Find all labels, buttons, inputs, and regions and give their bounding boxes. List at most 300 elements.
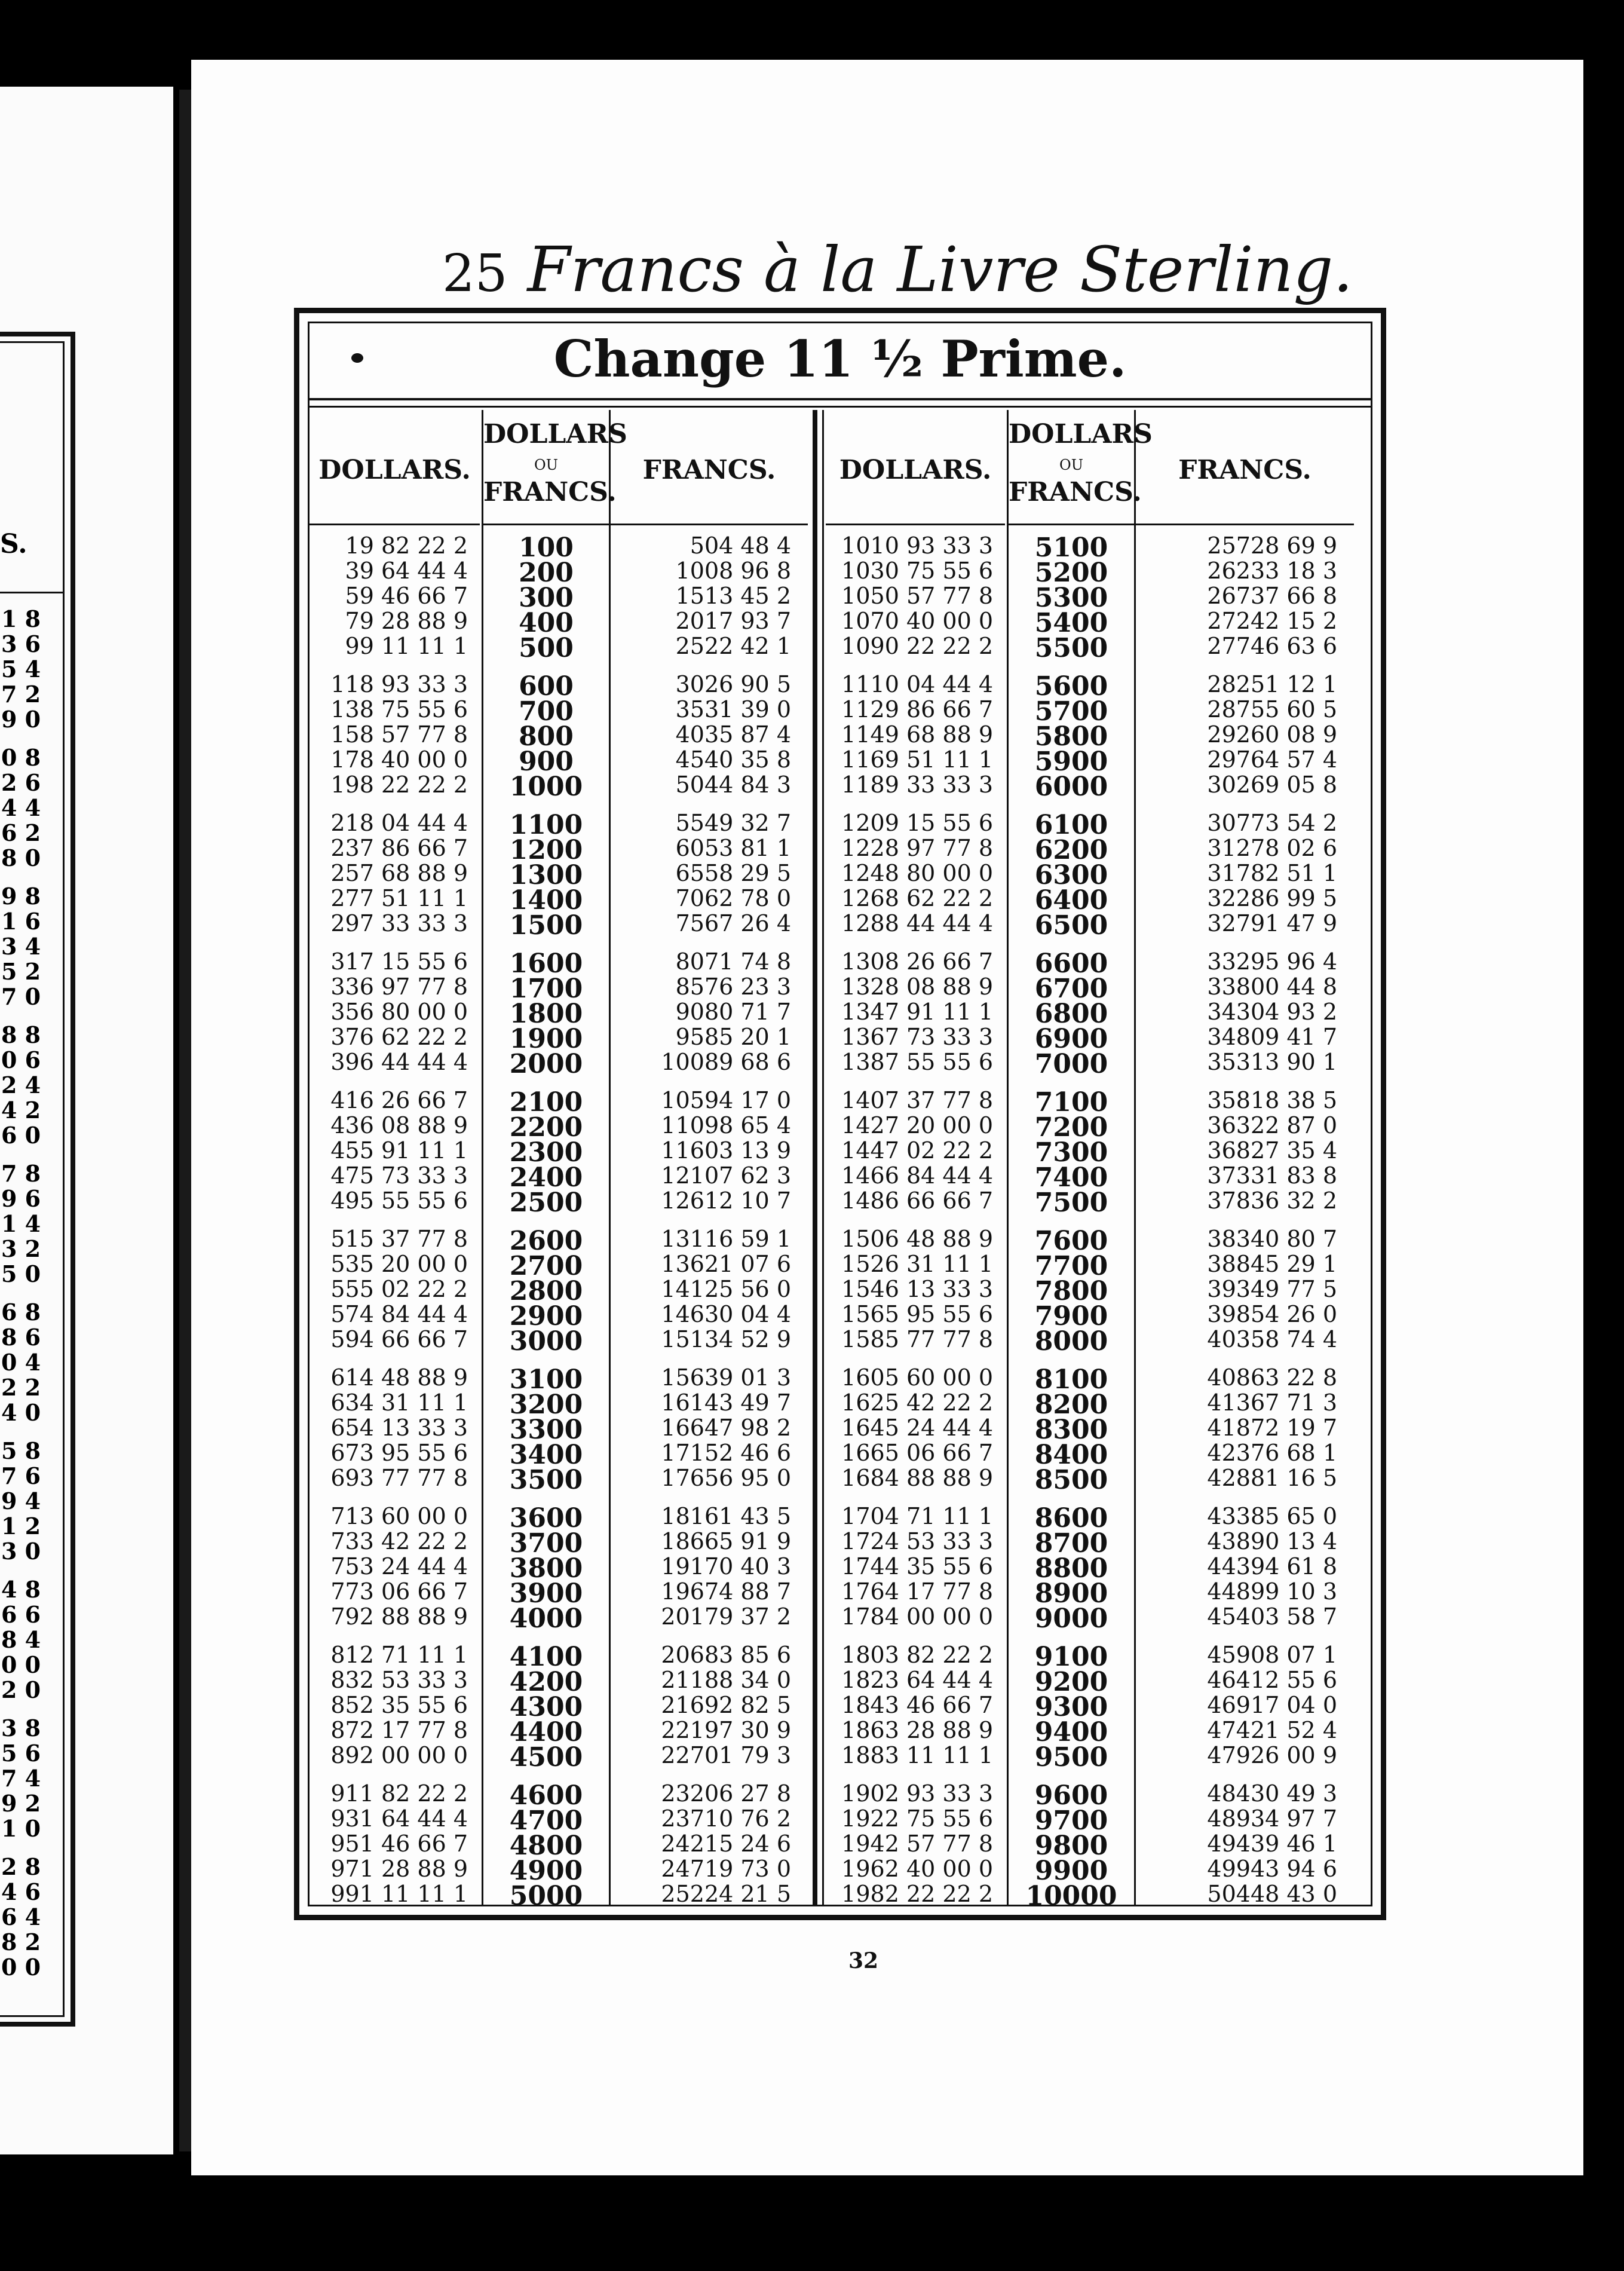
table-cell-amount: 1500 [509,910,583,941]
row-group [310,1226,480,1351]
table-cell-amount: 7000 [1034,1049,1108,1079]
table-cell-dollars: 118 93 33 3 [330,671,468,697]
table-cell-amount: 6700 [1034,974,1108,1004]
table-cell-francs: 39854 26 0 [1207,1301,1337,1327]
table-cell-francs: 1513 45 2 [675,583,791,609]
table-cell-francs: 21188 34 0 [661,1667,791,1693]
table-cell-dollars: 198 22 22 2 [330,772,468,798]
table-cell-amount: 2600 [509,1226,583,1256]
table-cell-dollars: 158 57 77 8 [330,721,468,748]
row-group [1136,671,1354,797]
row-group [1136,948,1354,1074]
table-cell-dollars: 515 37 77 8 [330,1226,468,1252]
row-group [611,1364,808,1490]
left-row-group [1,1299,61,1424]
table-cell-dollars: 1248 80 00 0 [841,860,993,886]
left-page-cell: 5 6 [1,1740,41,1765]
table-cell-dollars: 911 82 22 2 [330,1780,468,1807]
table-cell-francs: 2522 42 1 [675,633,791,659]
table-cell-francs: 9585 20 1 [675,1024,791,1050]
left-page-cell: 6 6 [1,1601,41,1626]
left-page-cell: 9 6 [1,1185,41,1210]
table-cell-francs: 42881 16 5 [1207,1465,1337,1491]
table-cell-dollars: 931 64 44 4 [330,1805,468,1832]
left-page-cell: 3 2 [1,1235,41,1260]
row-group [483,1503,609,1634]
table-cell-amount: 1200 [509,835,583,865]
row-group [611,1226,808,1351]
table-cell-dollars: 297 33 33 3 [330,910,468,936]
left-row-group [1,1160,61,1286]
table-cell-dollars: 555 02 22 2 [330,1276,468,1302]
table-cell-amount: 3300 [509,1415,583,1445]
table-cell-francs: 50448 43 0 [1207,1881,1337,1907]
table-cell-amount: 9900 [1034,1856,1108,1886]
table-cell-francs: 31782 51 1 [1207,860,1337,886]
left-page-cell: 9 8 [1,883,41,908]
table-cell-amount: 500 [519,633,574,663]
table-cell-amount: 4700 [509,1805,583,1836]
table-cell-amount: 6100 [1034,810,1108,840]
table-cell-dollars: 1228 97 77 8 [841,835,993,861]
table-cell-amount: 4300 [509,1692,583,1722]
table-cell-amount: 6200 [1034,835,1108,865]
row-group [483,1226,609,1357]
row-group [310,948,480,1074]
row-group [1136,1226,1354,1351]
left-page-cell: 9 2 [1,1790,41,1815]
table-cell-dollars: 1526 31 11 1 [841,1251,993,1277]
table-cell-dollars: 1149 68 88 9 [841,721,993,748]
table-cell-dollars: 1684 88 88 9 [841,1465,993,1491]
table-cell-amount: 7200 [1034,1112,1108,1143]
row-group [1009,1503,1134,1634]
table-cell-francs: 33800 44 8 [1207,974,1337,1000]
table-cell-amount: 7300 [1034,1137,1108,1168]
table-cell-amount: 8400 [1034,1440,1108,1470]
left-page-cell: 1 2 [1,1513,41,1538]
table-cell-francs: 37331 83 8 [1207,1162,1337,1189]
table-cell-amount: 2200 [509,1112,583,1143]
table-cell-dollars: 218 04 44 4 [330,810,468,836]
left-row-group [1,744,61,870]
row-group [483,1364,609,1495]
table-cell-amount: 800 [519,721,574,752]
table-cell-dollars: 277 51 11 1 [330,885,468,911]
table-cell-dollars: 1328 08 88 9 [841,974,993,1000]
table-cell-dollars: 336 97 77 8 [330,974,468,1000]
table-cell-dollars: 1169 51 11 1 [841,746,993,773]
table-cell-francs: 44394 61 8 [1207,1553,1337,1580]
table-cell-francs: 20179 37 2 [661,1603,791,1630]
table-cell-amount: 9300 [1034,1692,1108,1722]
left-page-cell: 6 0 [1,1122,41,1147]
row-group [483,948,609,1079]
row-group [826,948,1005,1074]
table-cell-francs: 26233 18 3 [1207,558,1337,584]
row-group [611,1503,808,1629]
table-cell-amount: 9000 [1034,1603,1108,1634]
table-cell-francs: 21692 82 5 [661,1692,791,1718]
table-cell-francs: 7567 26 4 [675,910,791,936]
table-cell-amount: 5900 [1034,746,1108,777]
row-group [1009,1364,1134,1495]
table-cell-amount: 6000 [1034,772,1108,802]
table-cell-francs: 8576 23 3 [675,974,791,1000]
table-cell-amount: 7500 [1034,1187,1108,1218]
table-cell-dollars: 455 91 11 1 [330,1137,468,1164]
table-cell-francs: 18161 43 5 [661,1503,791,1529]
table-cell-amount: 2800 [509,1276,583,1306]
table-cell-amount: 4000 [509,1603,583,1634]
table-cell-amount: 4400 [509,1717,583,1747]
table-cell-francs: 47421 52 4 [1207,1717,1337,1743]
table-cell-francs: 19674 88 7 [661,1578,791,1605]
table-cell-dollars: 475 73 33 3 [330,1162,468,1189]
table-cell-dollars: 594 66 66 7 [330,1326,468,1352]
table-cell-dollars: 317 15 55 6 [330,948,468,975]
table-cell-francs: 40358 74 4 [1207,1326,1337,1352]
left-page-cell: 8 6 [1,1324,41,1349]
table-cell-francs: 23206 27 8 [661,1780,791,1807]
table-cell-francs: 34809 41 7 [1207,1024,1337,1050]
table-cell-francs: 20683 85 6 [661,1642,791,1668]
table-cell-francs: 40863 22 8 [1207,1364,1337,1391]
table-cell-francs: 49943 94 6 [1207,1856,1337,1882]
table-cell-amount: 4600 [509,1780,583,1811]
table-cell-francs: 27746 63 6 [1207,633,1337,659]
col-francs-left [611,410,808,1905]
row-group [611,948,808,1074]
table-cell-dollars: 1189 33 33 3 [841,772,993,798]
table-cell-amount: 2300 [509,1137,583,1168]
table-cell-francs: 30773 54 2 [1207,810,1337,836]
table-cell-francs: 19170 40 3 [661,1553,791,1580]
table-cell-francs: 13116 59 1 [661,1226,791,1252]
table-cell-amount: 5200 [1034,558,1108,588]
table-cell-dollars: 1823 64 44 4 [841,1667,993,1693]
table-cell-amount: 4500 [509,1742,583,1773]
col-amount-left [483,410,627,1911]
row-group [483,1642,609,1773]
table-cell-amount: 8300 [1034,1415,1108,1445]
table-cell-dollars: 376 62 22 2 [330,1024,468,1050]
col-dollars-right [826,410,1005,1905]
row-group [1009,671,1134,802]
row-group [483,810,609,941]
left-row-group [1,1437,61,1563]
table-cell-francs: 17656 95 0 [661,1465,791,1491]
left-page-cell: 7 8 [1,1160,41,1185]
left-page-cell: 8 4 [1,1626,41,1651]
table-cell-amount: 8800 [1034,1553,1108,1584]
row-group [611,532,808,658]
table-cell-amount: 3700 [509,1528,583,1559]
left-page-cell: 5 2 [1,958,41,983]
table-cell-francs: 11098 65 4 [661,1112,791,1138]
table-cell-amount: 1600 [509,948,583,979]
table-cell-amount: 9600 [1034,1780,1108,1811]
table-cell-francs: 16143 49 7 [661,1389,791,1416]
table-cell-dollars: 1129 86 66 7 [841,696,993,723]
table-cell-dollars: 1308 26 66 7 [841,948,993,975]
table-cell-amount: 6900 [1034,1024,1108,1054]
table-cell-francs: 46917 04 0 [1207,1692,1337,1718]
table-cell-dollars: 892 00 00 0 [330,1742,468,1768]
left-page-cell: 8 8 [1,1021,41,1046]
table-cell-francs: 4035 87 4 [675,721,791,748]
center-divider [813,410,817,1905]
table-cell-dollars: 1942 57 77 8 [841,1831,993,1857]
table-cell-amount: 1100 [509,810,583,840]
table-cell-amount: 3500 [509,1465,583,1495]
page-number: 32 [848,1948,879,1973]
table-cell-amount: 8700 [1034,1528,1108,1559]
table-cell-amount: 5500 [1034,633,1108,663]
row-group [1136,810,1354,935]
table-cell-francs: 28251 12 1 [1207,671,1337,697]
table-cell-amount: 4800 [509,1831,583,1861]
row-group [1136,1642,1354,1767]
table-cell-dollars: 1605 60 00 0 [841,1364,993,1391]
table-cell-dollars: 1585 77 77 8 [841,1326,993,1352]
table-cell-francs: 29260 08 9 [1207,721,1337,748]
table-cell-dollars: 1090 22 22 2 [841,633,993,659]
row-group [1009,1780,1134,1911]
title-bar [310,323,1371,400]
table-cell-dollars: 1665 06 66 7 [841,1440,993,1466]
table-cell-dollars: 1863 28 88 9 [841,1717,993,1743]
table-cell-francs: 25224 21 5 [661,1881,791,1907]
table-cell-amount: 6300 [1034,860,1108,890]
left-page-cell: 6 2 [1,819,41,844]
table-cell-francs: 12612 10 7 [661,1187,791,1214]
table-cell-francs: 32791 47 9 [1207,910,1337,936]
table-cell-dollars: 733 42 22 2 [330,1528,468,1554]
row-group [1009,948,1134,1079]
table-cell-francs: 38340 80 7 [1207,1226,1337,1252]
table-cell-dollars: 1744 35 55 6 [841,1553,993,1580]
table-cell-dollars: 1704 71 11 1 [841,1503,993,1529]
table-cell-amount: 3800 [509,1553,583,1584]
table-cell-amount: 5400 [1034,608,1108,638]
left-row-group [1,1853,61,1979]
table-cell-francs: 44899 10 3 [1207,1578,1337,1605]
left-page-cell: 0 8 [1,744,41,769]
header-francs-right: FRANCS. [1136,410,1354,525]
table-cell-dollars: 812 71 11 1 [330,1642,468,1668]
table-cell-dollars: 436 08 88 9 [330,1112,468,1138]
table-cell-francs: 24215 24 6 [661,1831,791,1857]
left-page-cell: 1 4 [1,1210,41,1235]
table-cell-francs: 5044 84 3 [675,772,791,798]
table-cell-amount: 200 [519,558,574,588]
table-cell-dollars: 1506 48 88 9 [841,1226,993,1252]
table-cell-dollars: 1724 53 33 3 [841,1528,993,1554]
table-cell-dollars: 1030 75 55 6 [841,558,993,584]
table-cell-amount: 8600 [1034,1503,1108,1534]
row-group [826,532,1005,658]
left-page-cell: 8 2 [1,1929,41,1954]
table-cell-amount: 5000 [509,1881,583,1911]
left-page-cell: 3 4 [1,933,41,958]
table-cell-dollars: 872 17 77 8 [330,1717,468,1743]
table-cell-dollars: 39 64 44 4 [345,558,468,584]
table-cell-dollars: 1070 40 00 0 [841,608,993,634]
left-page-cell: 3 8 [1,1715,41,1740]
left-page-cell: 6 8 [1,1299,41,1324]
table-cell-francs: 8071 74 8 [675,948,791,975]
table-cell-dollars: 1843 46 66 7 [841,1692,993,1718]
table-cell-dollars: 1982 22 22 2 [841,1881,993,1907]
left-page [0,87,173,2154]
table-cell-amount: 700 [519,696,574,727]
row-group [826,1226,1005,1351]
table-cell-amount: 9800 [1034,1831,1108,1861]
table-cell-amount: 4100 [509,1642,583,1672]
table-cell-dollars: 1803 82 22 2 [841,1642,993,1668]
left-page-rows [1,605,61,1992]
table-cell-amount: 6500 [1034,910,1108,941]
left-row-group [1,1576,61,1701]
table-cell-amount: 100 [519,532,574,563]
table-cell-dollars: 1883 11 11 1 [841,1742,993,1768]
row-group [826,1364,1005,1490]
left-page-cell: 0 0 [1,1651,41,1676]
table-cell-francs: 25728 69 9 [1207,532,1337,559]
table-cell-francs: 4540 35 8 [675,746,791,773]
row-group [826,1780,1005,1906]
table-cell-francs: 22197 30 9 [661,1717,791,1743]
table-cell-dollars: 416 26 66 7 [330,1087,468,1113]
table-cell-dollars: 1645 24 44 4 [841,1415,993,1441]
left-page-cell: 2 0 [1,1676,41,1701]
row-group [310,1503,480,1629]
table-cell-dollars: 1387 55 55 6 [841,1049,993,1075]
table-cell-dollars: 1367 73 33 3 [841,1024,993,1050]
table-cell-francs: 47926 00 9 [1207,1742,1337,1768]
left-page-cell: 5 0 [1,1260,41,1286]
table-cell-francs: 13621 07 6 [661,1251,791,1277]
table-cell-amount: 1900 [509,1024,583,1054]
left-page-cell: 7 0 [1,983,41,1008]
table-cell-dollars: 1347 91 11 1 [841,999,993,1025]
left-page-cell: 4 6 [1,1878,41,1903]
table-cell-francs: 49439 46 1 [1207,1831,1337,1857]
table-cell-amount: 6600 [1034,948,1108,979]
table-cell-dollars: 654 13 33 3 [330,1415,468,1441]
row-group [310,1087,480,1213]
table-cell-amount: 5700 [1034,696,1108,727]
left-page-cell: 9 4 [1,1488,41,1513]
table-cell-dollars: 753 24 44 4 [330,1553,468,1580]
table-cell-dollars: 1110 04 44 4 [841,671,993,697]
table-cell-dollars: 1764 17 77 8 [841,1578,993,1605]
table-title: Change 11 ½ Prime. [553,329,1127,388]
left-page-cell: 4 4 [1,794,41,819]
table-cell-dollars: 634 31 11 1 [330,1389,468,1416]
table-cell-dollars: 951 46 66 7 [330,1831,468,1857]
table-cell-francs: 30269 05 8 [1207,772,1337,798]
table-cell-amount: 2900 [509,1301,583,1332]
table-cell-francs: 27242 15 2 [1207,608,1337,634]
table-cell-francs: 35313 90 1 [1207,1049,1337,1075]
left-row-group [1,883,61,1008]
left-page-cell: 5 8 [1,1437,41,1462]
table-cell-francs: 14125 56 0 [661,1276,791,1302]
table-cell-amount: 2000 [509,1049,583,1079]
row-group [826,1642,1005,1767]
row-group [310,810,480,935]
table-cell-amount: 2100 [509,1087,583,1118]
table-cell-francs: 7062 78 0 [675,885,791,911]
page-header-text: Francs à la Livre Sterling. [507,233,1353,306]
left-page-cell: 7 2 [1,681,41,706]
table-cell-amount: 8900 [1034,1578,1108,1609]
table-cell-dollars: 614 48 88 9 [330,1364,468,1391]
table-cell-francs: 5549 32 7 [675,810,791,836]
table-cell-dollars: 713 60 00 0 [330,1503,468,1529]
table-cell-francs: 11603 13 9 [661,1137,791,1164]
table-cell-dollars: 396 44 44 4 [330,1049,468,1075]
table-cell-amount: 1700 [509,974,583,1004]
left-page-cell: 9 0 [1,706,41,731]
row-group [1009,532,1134,663]
row-group [826,810,1005,935]
table-cell-amount: 400 [519,608,574,638]
rate-table-frame [294,308,1386,1920]
row-group [826,1503,1005,1629]
table-cell-amount: 4900 [509,1856,583,1886]
table-cell-amount: 3100 [509,1364,583,1395]
table-cell-dollars: 852 35 55 6 [330,1692,468,1718]
table-cell-francs: 36322 87 0 [1207,1112,1337,1138]
left-page-cell: 3 0 [1,1538,41,1563]
table-cell-francs: 33295 96 4 [1207,948,1337,975]
table-cell-amount: 3900 [509,1578,583,1609]
table-cell-amount: 7900 [1034,1301,1108,1332]
left-page-cell: 0 6 [1,1046,41,1072]
table-cell-amount: 8500 [1034,1465,1108,1495]
row-group [1009,1226,1134,1357]
table-cell-dollars: 535 20 00 0 [330,1251,468,1277]
table-cell-francs: 9080 71 7 [675,999,791,1025]
table-cell-dollars: 673 95 55 6 [330,1440,468,1466]
table-cell-francs: 2017 93 7 [675,608,791,634]
table-cell-dollars: 574 84 44 4 [330,1301,468,1327]
table-cell-francs: 17152 46 6 [661,1440,791,1466]
left-page-cell: 7 4 [1,1765,41,1790]
table-cell-francs: 48934 97 7 [1207,1805,1337,1832]
row-group [611,1780,808,1906]
table-cell-dollars: 1625 42 22 2 [841,1389,993,1416]
row-group [611,671,808,797]
left-page-cell: 6 4 [1,1903,41,1929]
table-cell-amount: 9700 [1034,1805,1108,1836]
table-cell-dollars: 832 53 33 3 [330,1667,468,1693]
table-cell-francs: 43890 13 4 [1207,1528,1337,1554]
left-page-cell: 3 6 [1,631,41,656]
table-cell-francs: 6053 81 1 [675,835,791,861]
table-cell-francs: 22701 79 3 [661,1742,791,1768]
left-row-group [1,1715,61,1840]
row-group [1136,1087,1354,1213]
table-cell-dollars: 1447 02 22 2 [841,1137,993,1164]
table-cell-francs: 46412 55 6 [1207,1667,1337,1693]
table-cell-amount: 7400 [1034,1162,1108,1193]
table-cell-francs: 24719 73 0 [661,1856,791,1882]
table-cell-dollars: 1546 13 33 3 [841,1276,993,1302]
